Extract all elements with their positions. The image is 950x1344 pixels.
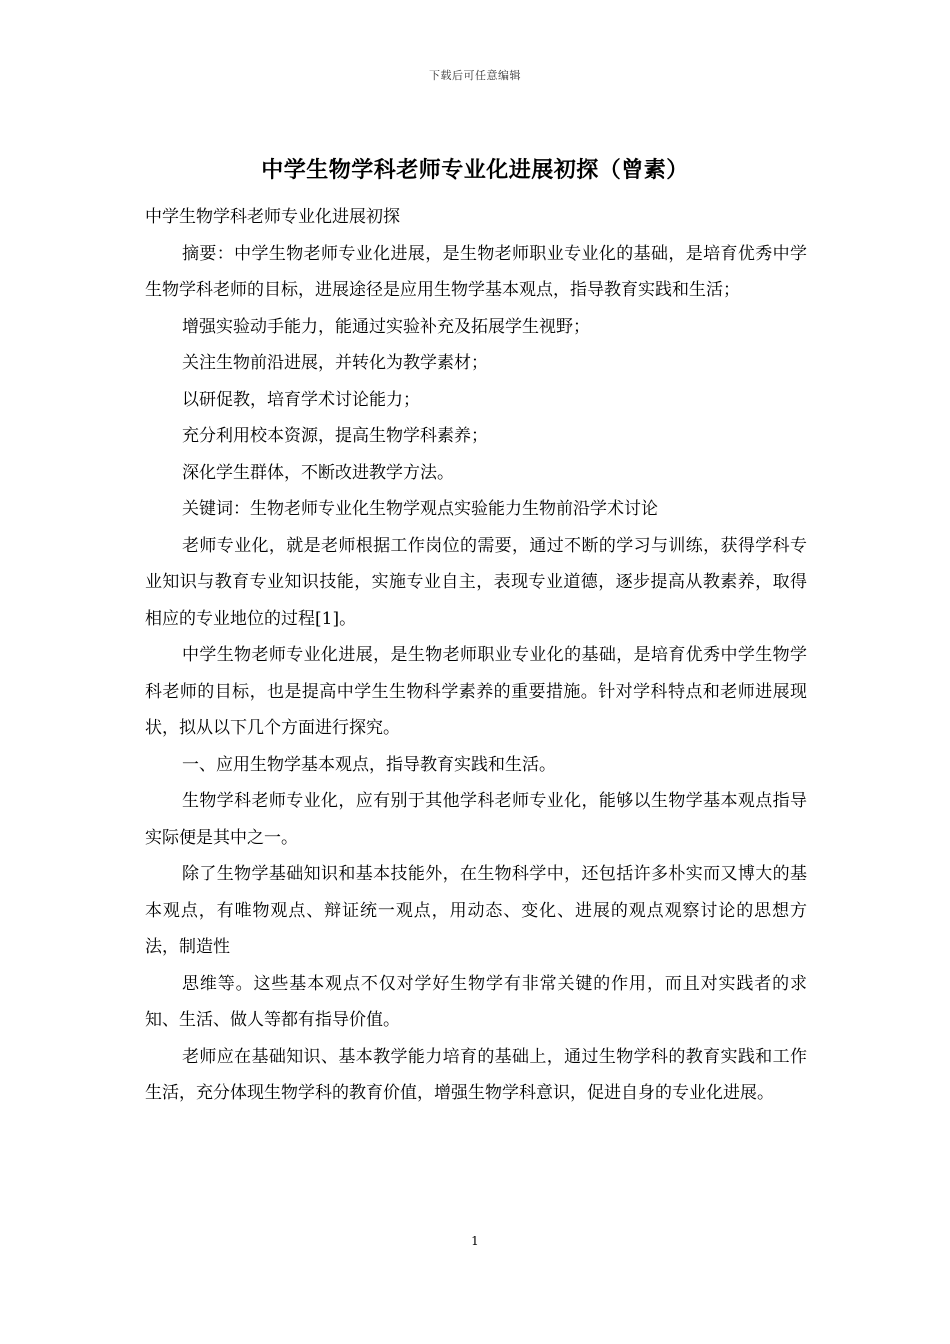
body-paragraph: 充分利用校本资源，提高生物学科素养； [182, 426, 488, 446]
page-number: 1 [471, 1234, 479, 1248]
body-paragraph: 以研促教，培育学术讨论能力； [182, 389, 420, 410]
body-paragraph: 老师应在基础知识、基本教学能力培育的基础上，通过生物学科的教育实践和工作生活，充分体现生物学科的教育价值，增强生物学科意识，促进自身的专业化进展。 [145, 1046, 807, 1103]
body-paragraph: 关注生物前沿进展，并转化为教学素材； [182, 353, 488, 373]
body-paragraph: 深化学生群体，不断改进教学方法。 [182, 462, 454, 483]
document-body [145, 199, 807, 1112]
body-paragraph: 老师专业化，就是老师根据工作岗位的需要，通过不断的学习与训练，获得学科专业知识与教育专业知识技能，实施专业自主，表现专业道德，逐步提高从教素养，取得相应的专业地位的过程[1]。 [145, 535, 807, 629]
download-note: 下载后可任意编辑 [429, 69, 521, 82]
body-paragraph: 中学生物老师专业化进展，是生物老师职业专业化的基础，是培育优秀中学生物学科老师的目标，也是提高中学生生物科学素养的重要措施。针对学科特点和老师进展现状，拟从以下几个方面进行探究。 [145, 645, 807, 738]
body-paragraph: 增强实验动手能力，能通过实验补充及拓展学生视野； [182, 316, 590, 337]
document-title: 中学生物学科老师专业化进展初探（曾素） [261, 157, 689, 183]
body-paragraph: 思维等。这些基本观点不仅对学好生物学有非常关键的作用，而且对实践者的求知、生活、做人等都有指导价值。 [145, 973, 807, 1030]
subtitle-paragraph: 中学生物学科老师专业化进展初探 [145, 207, 400, 227]
body-paragraph: 除了生物学基础知识和基本技能外，在生物科学中，还包括许多朴实而又博大的基本观点，有唯物观点、辩证统一观点，用动态、变化、进展的观点观察讨论的思想方法，制造性 [145, 864, 807, 957]
section-heading: 一、应用生物学基本观点，指导教育实践和生活。 [182, 754, 556, 775]
abstract-paragraph: 摘要：中学生物老师专业化进展，是生物老师职业专业化的基础，是培育优秀中学生物学科老师的目标，进展途径是应用生物学基本观点，指导教育实践和生活； [145, 243, 807, 300]
keywords-paragraph: 关键词：生物老师专业化生物学观点实验能力生物前沿学术讨论 [182, 499, 658, 519]
body-paragraph: 生物学科老师专业化，应有别于其他学科老师专业化，能够以生物学基本观点指导实际便是其中之一。 [145, 791, 807, 848]
